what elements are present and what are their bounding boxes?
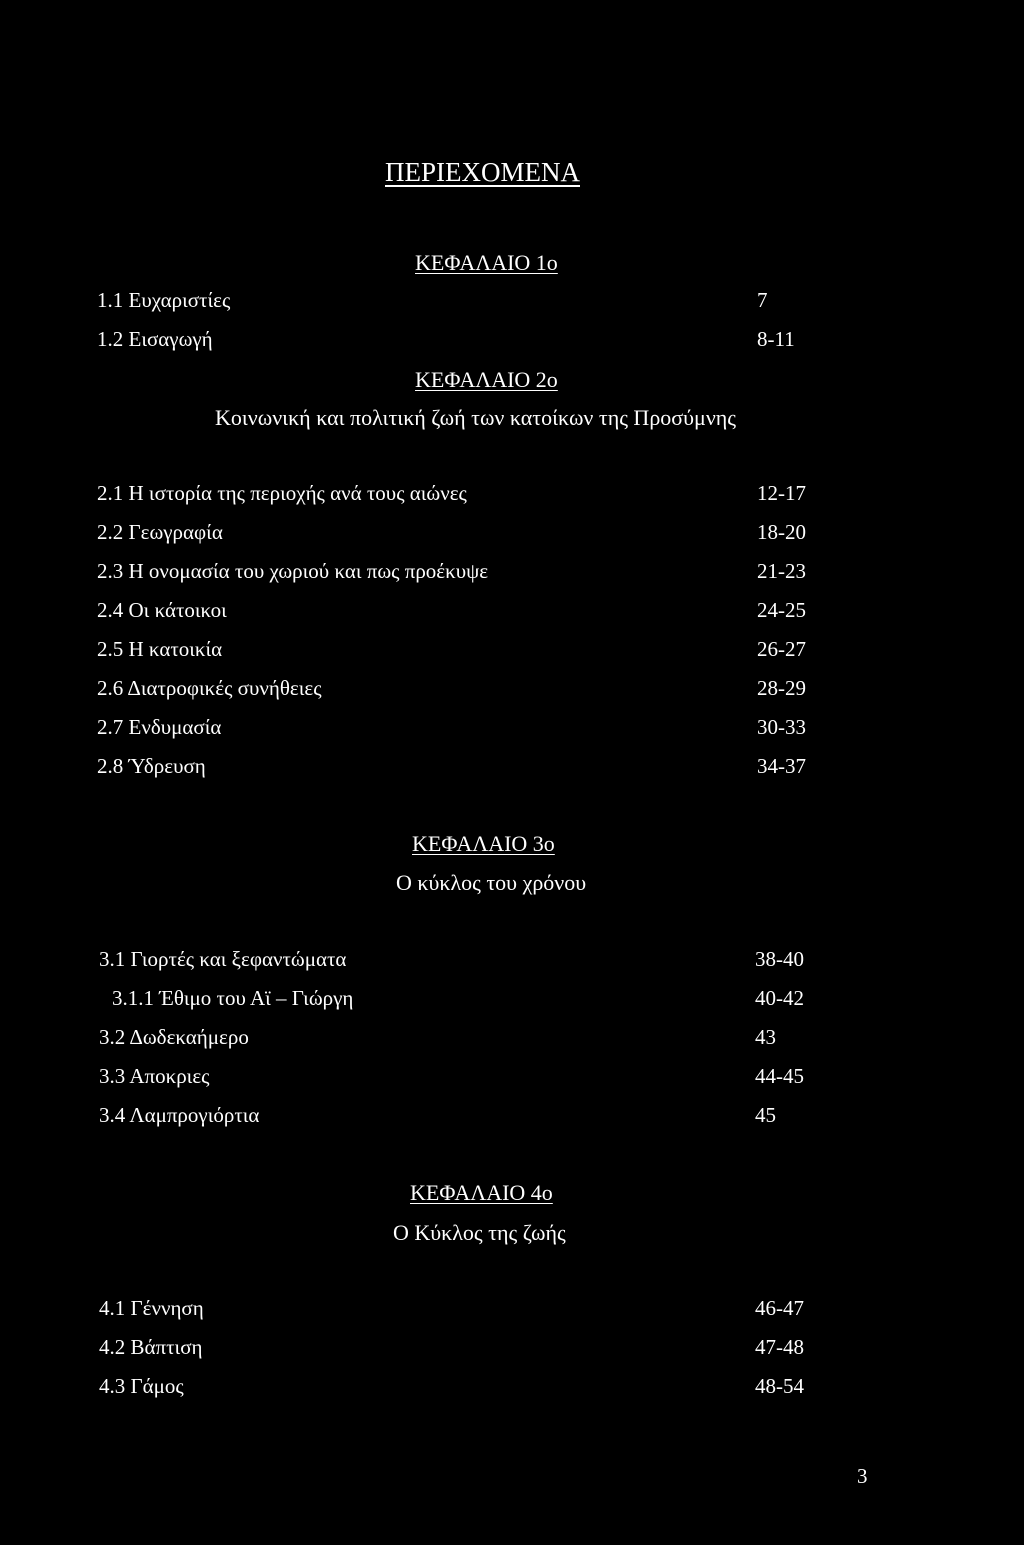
toc-entry-pages: 26-27	[757, 637, 806, 661]
toc-entry-label: 2.1 Η ιστορία της περιοχής ανά τους αιώνες	[97, 481, 467, 505]
toc-entry-pages: 28-29	[757, 676, 806, 700]
toc-entry-pages: 47-48	[755, 1335, 804, 1359]
toc-entry-pages: 34-37	[757, 754, 806, 778]
toc-entry-label: 4.2 Βάπτιση	[99, 1335, 203, 1359]
toc-entry-pages: 43	[755, 1025, 776, 1049]
toc-entry-pages: 30-33	[757, 715, 806, 739]
toc-entry-pages: 40-42	[755, 986, 804, 1010]
toc-entry-label: 4.3 Γάμος	[99, 1374, 184, 1398]
toc-entry-label: 2.8 Ύδρευση	[97, 754, 206, 778]
toc-entry-label: 3.3 Αποκριες	[99, 1064, 210, 1088]
toc-entry-pages: 7	[757, 288, 768, 312]
toc-entry-pages: 18-20	[757, 520, 806, 544]
chapter-1-heading: ΚΕΦΑΛΑΙΟ 1ο	[415, 250, 558, 275]
chapter-4-heading: ΚΕΦΑΛΑΙΟ 4ο	[410, 1180, 553, 1205]
chapter-2-heading: ΚΕΦΑΛΑΙΟ 2ο	[415, 367, 558, 392]
toc-entry-pages: 24-25	[757, 598, 806, 622]
toc-entry-label: 3.1 Γιορτές και ξεφαντώματα	[99, 947, 347, 971]
toc-entry-label: 4.1 Γέννηση	[99, 1296, 204, 1320]
toc-entry-label: 2.6 Διατροφικές συνήθειες	[97, 676, 322, 700]
chapter-4-subtitle: Ο Κύκλος της ζωής	[393, 1220, 566, 1245]
toc-entry-pages: 21-23	[757, 559, 806, 583]
toc-entry-label: 3.1.1 Έθιμο του Αϊ – Γιώργη	[112, 986, 354, 1010]
toc-entry-label: 2.7 Ενδυμασία	[97, 715, 222, 739]
toc-entry-label: 1.2 Εισαγωγή	[97, 327, 213, 351]
toc-entry-label: 2.3 Η ονομασία του χωριού και πως προέκυψε	[97, 559, 489, 583]
toc-entry-label: 2.5 Η κατοικία	[97, 637, 223, 661]
toc-entry-pages: 45	[755, 1103, 776, 1127]
page-number: 3	[857, 1464, 868, 1488]
chapter-2-subtitle: Κοινωνική και πολιτική ζωή των κατοίκων της Προσύμνης	[215, 405, 737, 430]
toc-entry-pages: 12-17	[757, 481, 806, 505]
toc-entry-pages: 46-47	[755, 1296, 804, 1320]
toc-entry-pages: 8-11	[757, 327, 795, 351]
chapter-3-heading: ΚΕΦΑΛΑΙΟ 3ο	[412, 831, 555, 856]
chapter-3-subtitle: Ο κύκλος του χρόνου	[396, 870, 587, 895]
page-title: ΠΕΡΙΕΧΟΜΕΝΑ	[385, 157, 580, 187]
toc-entry-label: 2.2 Γεωγραφία	[97, 520, 223, 544]
toc-entry-pages: 48-54	[755, 1374, 804, 1398]
toc-entry-label: 2.4 Οι κάτοικοι	[97, 598, 227, 622]
toc-entry-label: 3.2 Δωδεκαήμερο	[99, 1025, 249, 1049]
toc-entry-pages: 44-45	[755, 1064, 804, 1088]
toc-entry-label: 3.4 Λαμπρογιόρτια	[99, 1103, 260, 1127]
toc-entry-label: 1.1 Ευχαριστίες	[97, 288, 231, 312]
toc-entry-pages: 38-40	[755, 947, 804, 971]
